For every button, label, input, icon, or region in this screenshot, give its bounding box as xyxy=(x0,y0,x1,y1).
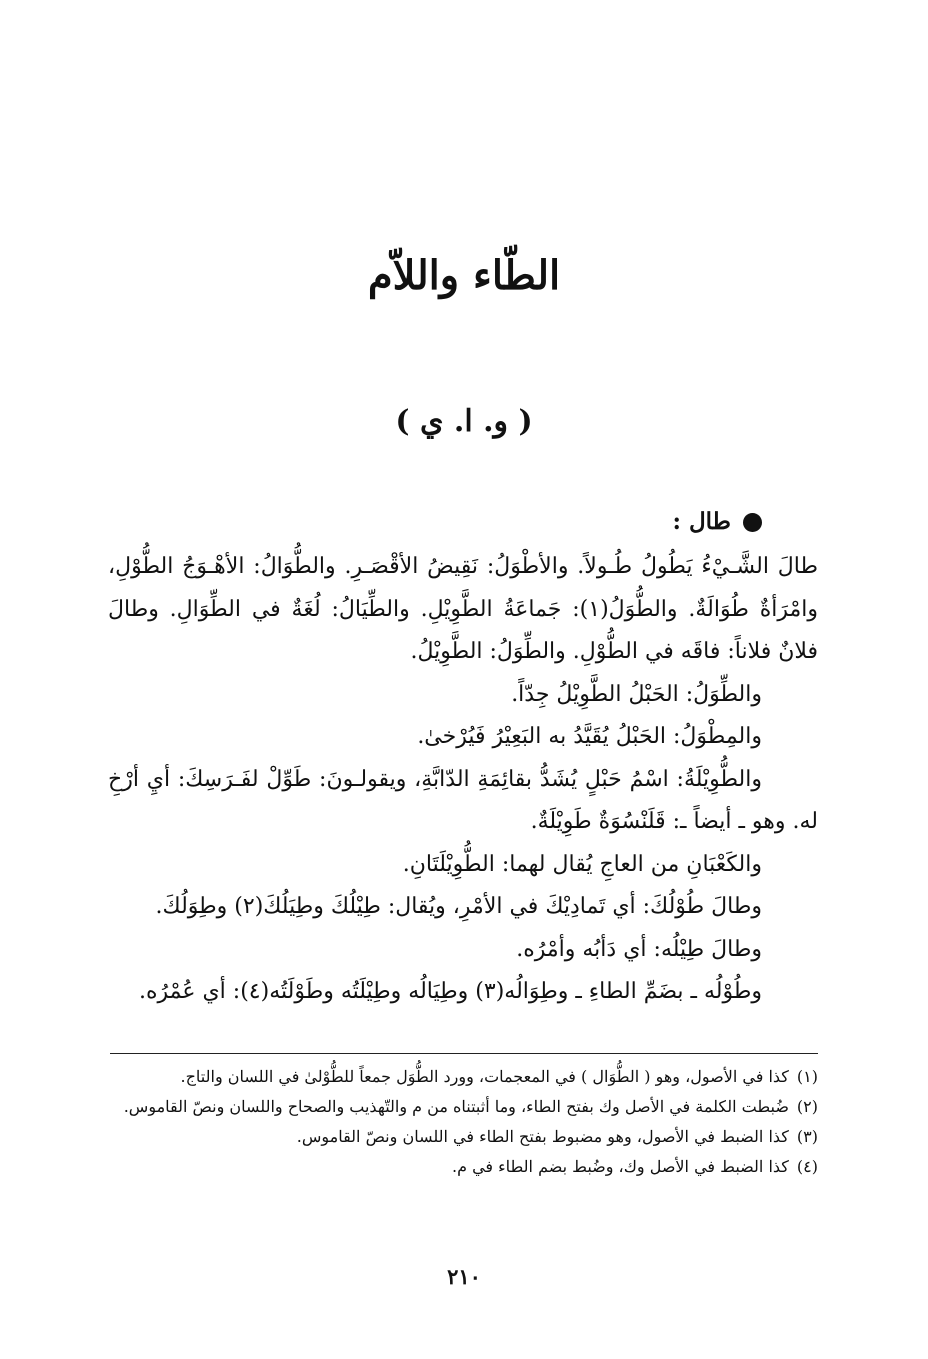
footnote-text: كذا الضبط في الأصول، وهو مضبوط بفتح الطاء في اللسان ونصّ القاموس. xyxy=(296,1127,789,1146)
footnote xyxy=(108,1124,818,1149)
footnote-text: كذا الضبط في الأصل وك، وضُبط بضم الطاء في م. xyxy=(452,1157,789,1176)
paragraph: وطالَ طُوْلُكَ: أي تَمادِيْكَ في الأمْرِ، ويُقال: طِيْلُكَ وطِيَلُكَ(٢) وطِوَلُكَ. xyxy=(155,894,762,919)
entry-head-word: طال : xyxy=(672,508,731,535)
footnote-number: (٤) xyxy=(796,1157,818,1176)
chapter-title: الطّاء واللاّم xyxy=(367,252,561,299)
entry-heading xyxy=(672,505,762,539)
footnote xyxy=(108,1154,818,1179)
footnote-text: ضُبطت الكلمة في الأصل وك بفتح الطاء، وما أثبتناه من م والتّهذيب والصحاح واللسان ونصّ القاموس. xyxy=(123,1097,789,1116)
paragraph: طالَ الشَّـيْءُ يَطُولُ طُـولاً. والأطْوَلُ: نَقِيضُ الأقْصَـرِ. والطُّوَالُ: الأهْـوَجُ الطُّوْلِ، وامْرَأةٌ طُوَالَةٌ. والطُّوَلُ(١): جَماعَةُ الطَّوِيْلِ. والطِّيَالُ: لُغَةٌ في الطِّوَالِ. وطالَ فلانٌ فلاناً: فاقَه في الطُّوْلِ. والطِّوَلُ: الطَّوِيْلُ. xyxy=(108,554,818,664)
footnote-divider xyxy=(110,1053,818,1054)
footnote-number: (٣) xyxy=(796,1127,818,1146)
paragraph: وطالَ طِيْلُه: أي دَأبُه وأمْرُه. xyxy=(516,936,762,962)
paragraph: والطِّوَلُ: الحَبْلُ الطَّوِيْلُ جِدّاً. xyxy=(511,681,762,707)
footnote xyxy=(108,1094,818,1119)
paragraph: وطُوْلُه ـ بضَمِّ الطاءِ ـ وطِوَالُه(٣) وطِيَالُه وطِيْلَتُه وطَوْلَتُه(٤): أي عُمْرُه. xyxy=(138,979,762,1004)
paragraph: والطُّوِيْلَةُ: اسْمُ حَبْلٍ يُشَدُّ بقائِمَةِ الدّابَّةِ، ويقولـونَ: طَوِّلْ لفَـرَسِكَ: أيِ أرْخِ له. وهو ـ أيضاً ـ: قَلَنْسُوَةٌ طَوِيْلَةٌ. xyxy=(108,766,818,834)
paragraph: والمِطْوَلُ: الحَبْلُ يُقَيَّدُ به البَعِيْرُ فَيُرْخىٰ. xyxy=(417,724,762,749)
root-heading: ( و. ا. ي ) xyxy=(395,404,533,439)
bullet-icon xyxy=(743,513,762,532)
footnote-text: كذا في الأصول، وهو ( الطُّوَال ) في المعجمات، وورد الطُّوَل جمعاً للطُّوْلىٰ في اللسان والتاج. xyxy=(180,1067,789,1086)
footnotes xyxy=(108,1064,818,1184)
paragraph: والكَعْبَانِ من العاجِ يُقال لهما: الطُّوِيْلَتَانِ. xyxy=(402,851,762,877)
footnote xyxy=(108,1064,818,1089)
page-number: ٢١٠ xyxy=(447,1264,481,1289)
footnote-number: (٢) xyxy=(796,1097,818,1116)
entry-body xyxy=(108,546,818,1014)
footnote-number: (١) xyxy=(796,1067,818,1086)
